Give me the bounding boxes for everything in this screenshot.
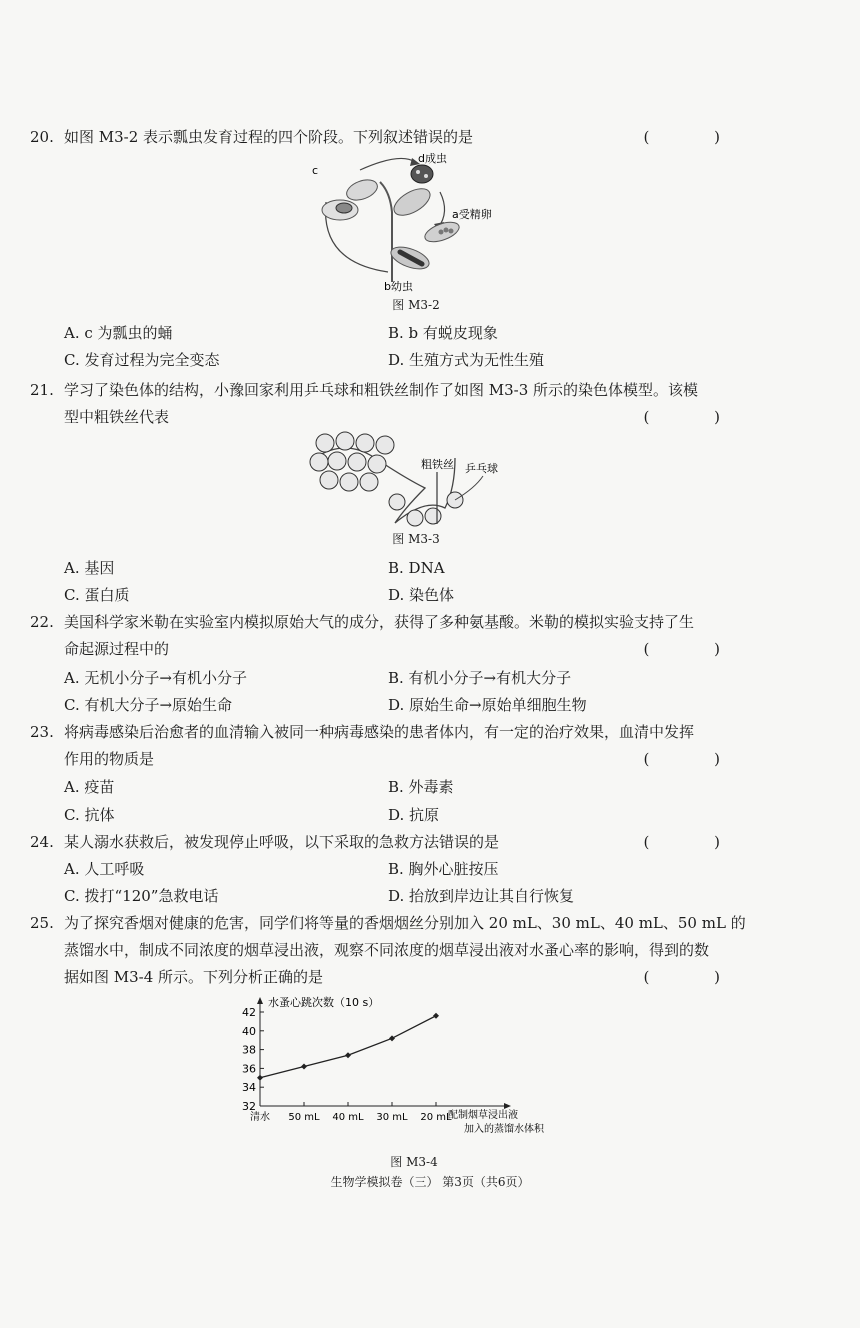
option-c: C. 拨打“120”急救电话 <box>64 887 219 905</box>
option-c: C. 抗体 <box>64 806 115 824</box>
question-24 <box>30 829 750 856</box>
question-text-line1: 将病毒感染后治愈者的血清输入被同一种病毒感染的患者体内，有一定的治疗效果，血清中发挥 <box>64 723 695 741</box>
question-text-line2: 作用的物质是 <box>64 750 155 768</box>
question-text: 某人溺水获救后，被发现停止呼吸，以下采取的急救方法错误的是 <box>64 833 500 851</box>
chart-xlabel-line2: 加入的蒸馏水体积 <box>464 1124 544 1135</box>
page-footer: 生物学模拟卷（三） 第3页（共6页） <box>330 1175 530 1189</box>
x-tick-label: 40 mL <box>332 1112 364 1123</box>
option-d: D. 原始生命→原始单细胞生物 <box>388 696 587 714</box>
option-b: B. DNA <box>388 559 445 577</box>
x-tick-label: 20 mL <box>420 1112 452 1123</box>
answer-parentheses: ( ) <box>643 833 750 851</box>
label-a: a受精卵 <box>452 208 492 221</box>
chromosome-model-figure <box>305 428 505 532</box>
question-23 <box>30 719 750 773</box>
option-b: B. 胸外心脏按压 <box>388 860 499 878</box>
label-b: b幼虫 <box>384 280 413 292</box>
data-point <box>389 1035 395 1041</box>
question-number: 20. <box>30 128 54 146</box>
x-tick-label: 30 mL <box>376 1112 408 1123</box>
question-text-line3: 据如图 M3-4 所示。下列分析正确的是 <box>64 968 324 986</box>
option-c: C. 有机大分子→原始生命 <box>64 696 233 714</box>
question-number: 25. <box>30 914 54 932</box>
option-a: A. 疫苗 <box>64 778 115 796</box>
option-b: B. b 有蜕皮现象 <box>388 324 498 342</box>
question-text-line1: 学习了染色体的结构，小豫回家利用乒乓球和粗铁丝制作了如图 M3-3 所示的染色体模型。该模 <box>64 381 699 399</box>
question-number: 22. <box>30 613 54 631</box>
question-number: 24. <box>30 833 54 851</box>
option-a: A. 人工呼吸 <box>64 860 145 878</box>
option-a: A. c 为瓢虫的蛹 <box>64 324 173 342</box>
option-b: B. 有机小分子→有机大分子 <box>388 669 572 687</box>
question-text-line1: 美国科学家米勒在实验室内模拟原始大气的成分，获得了多种氨基酸。米勒的模拟实验支持了生 <box>64 613 695 631</box>
y-axis-arrow <box>257 997 263 1004</box>
label-wire: 粗铁丝 <box>421 458 454 471</box>
option-d: D. 抗原 <box>388 806 440 824</box>
question-25 <box>30 910 750 991</box>
chart-ylabel: 水蚤心跳次数（10 s） <box>268 996 380 1009</box>
question-text-line2: 型中粗铁丝代表 <box>64 408 170 426</box>
heart-rate-chart <box>228 992 588 1150</box>
data-point <box>433 1013 439 1019</box>
question-21 <box>30 377 750 431</box>
y-tick-label: 32 <box>242 1100 256 1113</box>
ladybug-lifecycle-figure <box>300 152 530 292</box>
option-c: C. 蛋白质 <box>64 586 130 604</box>
data-point <box>257 1075 263 1081</box>
x-tick-label: 清水 <box>250 1112 270 1123</box>
y-tick-label: 38 <box>242 1043 256 1057</box>
y-tick-label: 36 <box>242 1062 256 1076</box>
question-text: 如图 M3-2 表示瓢虫发育过程的四个阶段。下列叙述错误的是 <box>64 128 474 146</box>
option-a: A. 基因 <box>64 559 115 577</box>
question-text-line1: 为了探究香烟对健康的危害，同学们将等量的香烟烟丝分别加入 20 mL、30 mL、40 mL、50 mL 的 <box>64 914 746 932</box>
answer-parentheses: ( ) <box>643 968 750 986</box>
question-20 <box>30 124 750 151</box>
option-d: D. 生殖方式为无性生殖 <box>388 351 545 369</box>
answer-parentheses: ( ) <box>643 408 750 426</box>
option-c: C. 发育过程为完全变态 <box>64 351 220 369</box>
x-tick-label: 50 mL <box>288 1112 320 1123</box>
label-c: c <box>312 164 319 177</box>
figure-caption: 图 M3-3 <box>392 532 440 546</box>
label-ball: 乒乓球 <box>465 462 498 475</box>
data-point <box>345 1052 351 1058</box>
option-a: A. 无机小分子→有机小分子 <box>64 669 247 687</box>
y-tick-label: 40 <box>242 1024 256 1038</box>
chart-caption: 图 M3-4 <box>390 1155 438 1169</box>
answer-parentheses: ( ) <box>643 640 750 658</box>
option-d: D. 抬放到岸边让其自行恢复 <box>388 887 575 905</box>
y-tick-label: 34 <box>242 1081 256 1095</box>
question-text-line2: 命起源过程中的 <box>64 640 170 658</box>
option-b: B. 外毒素 <box>388 778 454 796</box>
question-number: 23. <box>30 723 54 741</box>
label-d: d成虫 <box>418 152 447 165</box>
data-point <box>301 1064 307 1070</box>
answer-parentheses: ( ) <box>643 128 750 146</box>
option-d: D. 染色体 <box>388 586 455 604</box>
chart-xlabel-line1: 配制烟草浸出液 <box>448 1110 518 1121</box>
series-line <box>260 1016 436 1078</box>
answer-parentheses: ( ) <box>643 750 750 768</box>
question-number: 21. <box>30 381 54 399</box>
figure-caption: 图 M3-2 <box>392 298 440 312</box>
question-22 <box>30 609 750 663</box>
x-axis-arrow <box>504 1103 511 1109</box>
question-text-line2: 蒸馏水中，制成不同浓度的烟草浸出液，观察不同浓度的烟草浸出液对水蚤心率的影响，得到的数 <box>64 941 710 959</box>
y-tick-label: 42 <box>242 1006 256 1019</box>
